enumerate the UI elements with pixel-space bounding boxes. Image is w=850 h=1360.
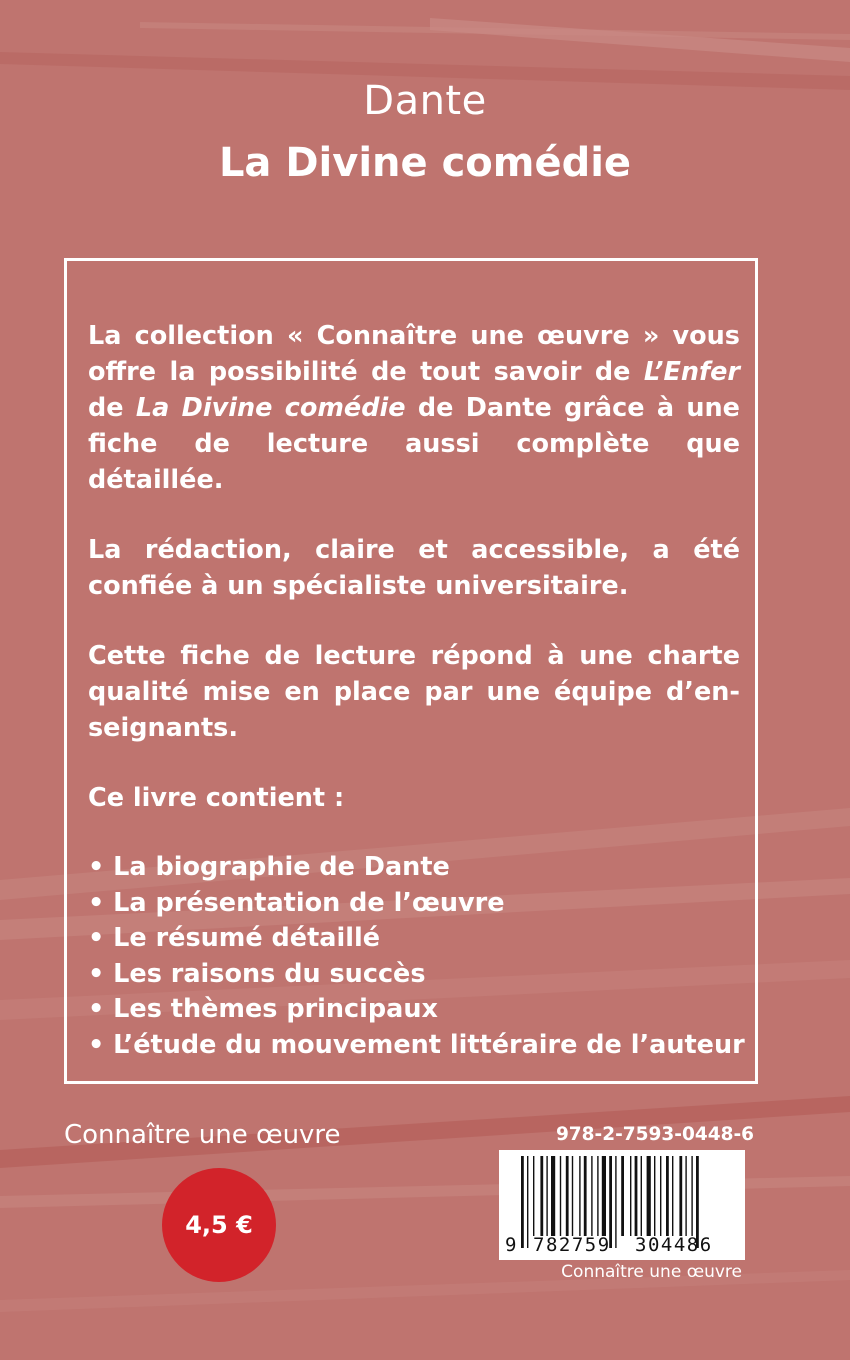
barcode-digit-first: 9 bbox=[505, 1234, 517, 1256]
description-paragraph-3: Cette fiche de lecture répond à une charte qualité mise en place par une équipe d’en-seignants. bbox=[88, 641, 740, 743]
work-title-divine-comedie: La Divine comédie bbox=[135, 393, 406, 423]
barcode-digits-right: 304486 bbox=[635, 1234, 713, 1256]
book-title: La Divine comédie bbox=[218, 140, 632, 186]
list-item: • L’étude du mouvement littéraire de l’auteur bbox=[88, 1029, 745, 1060]
barcode bbox=[499, 1150, 745, 1260]
isbn-number: 978-2-7593-0448-6 bbox=[555, 1124, 754, 1145]
description-paragraph-2: La rédaction, claire et accessible, a été confiée à un spécialiste universitaire. bbox=[88, 535, 740, 601]
price-label: 4,5 € bbox=[185, 1211, 253, 1239]
barcode-digits-left: 782759 bbox=[533, 1234, 611, 1256]
list-item: • Les thèmes principaux bbox=[88, 994, 438, 1024]
list-item: • La présentation de l’œuvre bbox=[88, 887, 505, 918]
book-author: Dante bbox=[363, 78, 487, 124]
description-text bbox=[88, 318, 745, 1063]
collection-name: Connaître une œuvre bbox=[64, 1120, 341, 1150]
contents-list bbox=[88, 850, 745, 1063]
list-item: • La biographie de Dante bbox=[88, 852, 450, 882]
list-item: • Le résumé détaillé bbox=[88, 923, 381, 953]
list-item: • Les raisons du succès bbox=[88, 958, 426, 989]
description-paragraph-1: La collection « Connaître une œuvre » vous offre la possibilité de tout savoir de L’Enfer de La Divine comédie de Dante grâce à une fiche de lecture aussi complète que détaillée. bbox=[88, 321, 740, 495]
barcode-digits bbox=[499, 1234, 745, 1258]
contents-heading: Ce livre contient : bbox=[88, 783, 345, 813]
barcode-caption: Connaître une œuvre bbox=[561, 1262, 742, 1282]
work-title-enfer: L’Enfer bbox=[643, 357, 740, 387]
price-badge bbox=[162, 1168, 276, 1282]
